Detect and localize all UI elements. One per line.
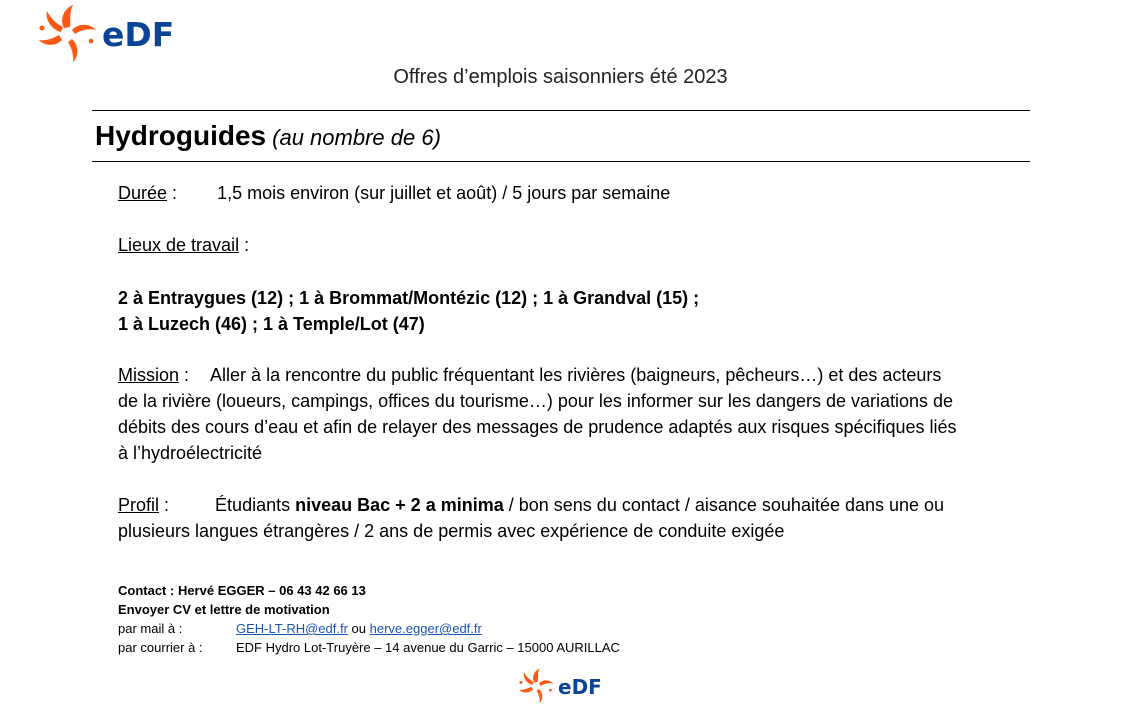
job-count: (au nombre de 6) (272, 125, 441, 150)
contact-line: Contact : Hervé EGGER – 06 43 42 66 13 (118, 583, 366, 598)
lieux-row (118, 232, 1038, 258)
divider-top (92, 110, 1030, 111)
mail-row (118, 619, 620, 638)
profil-block (118, 492, 1038, 544)
email-link-1[interactable]: GEH-LT-RH@edf.fr (236, 621, 348, 636)
email-link-2[interactable]: herve.egger@edf.fr (369, 621, 482, 636)
profil-line-2: plusieurs langues étrangères / 2 ans de permis avec expérience de conduite exigée (118, 521, 785, 541)
lieux-line-2: 1 à Luzech (46) ; 1 à Temple/Lot (47) (118, 314, 425, 334)
profil-sep: : (164, 495, 170, 515)
lieux-sep: : (244, 235, 250, 255)
postal-address: EDF Hydro Lot-Truyère – 14 avenue du Garric – 15000 AURILLAC (236, 640, 620, 655)
contact-block (118, 581, 620, 657)
profil-post: / bon sens du contact / aisance souhaitée dans une ou (508, 495, 945, 515)
post-row (118, 638, 620, 657)
job-title: Hydroguides (95, 120, 267, 151)
duree-sep: : (172, 183, 178, 203)
mission-block (118, 362, 1038, 466)
divider-bottom (92, 161, 1030, 162)
lieux-list (118, 285, 1038, 337)
post-label: par courrier à : (118, 640, 203, 655)
page-header: Offres d’emplois saisonniers été 2023 (393, 66, 728, 88)
edf-logo-footer (515, 666, 607, 706)
profil-pre: Étudiants (215, 495, 291, 515)
mission-sep: : (184, 365, 190, 385)
mission-label: Mission (118, 365, 180, 385)
duree-label: Durée (118, 183, 168, 203)
mission-text-1: Aller à la rencontre du public fréquentant les rivières (baigneurs, pêcheurs…) et des acteurs (210, 365, 942, 385)
edf-sun-icon (32, 2, 182, 64)
lieux-label: Lieux de travail (118, 235, 240, 255)
duree-row (118, 180, 1038, 206)
edf-sun-icon-footer (515, 666, 607, 706)
lieux-line-1: 2 à Entraygues (12) ; 1 à Brommat/Montézic (12) ; 1 à Grandval (15) ; (118, 288, 700, 308)
section-title (95, 120, 441, 152)
profil-bold: niveau Bac + 2 a minima (295, 495, 504, 515)
mission-line-3: débits des cours d’eau et afin de relayer des messages de prudence adaptés aux risques spécifiques liés (118, 417, 957, 437)
edf-logo-footer-text: eDF (558, 675, 602, 699)
duree-value: 1,5 mois environ (sur juillet et août) / 5 jours par semaine (217, 183, 671, 203)
profil-label: Profil (118, 495, 160, 515)
edf-logo (32, 2, 182, 64)
mission-line-1 (118, 362, 1038, 388)
mail-label: par mail à : (118, 621, 183, 636)
send-cv-line: Envoyer CV et lettre de motivation (118, 602, 330, 617)
mission-line-2: de la rivière (loueurs, campings, offices du tourisme…) pour les informer sur les dangers de variations de (118, 391, 954, 411)
profil-line-1 (118, 492, 1038, 518)
mission-line-4: à l’hydroélectricité (118, 443, 263, 463)
or-text: ou (351, 621, 367, 636)
edf-logo-text: eDF (102, 15, 175, 54)
